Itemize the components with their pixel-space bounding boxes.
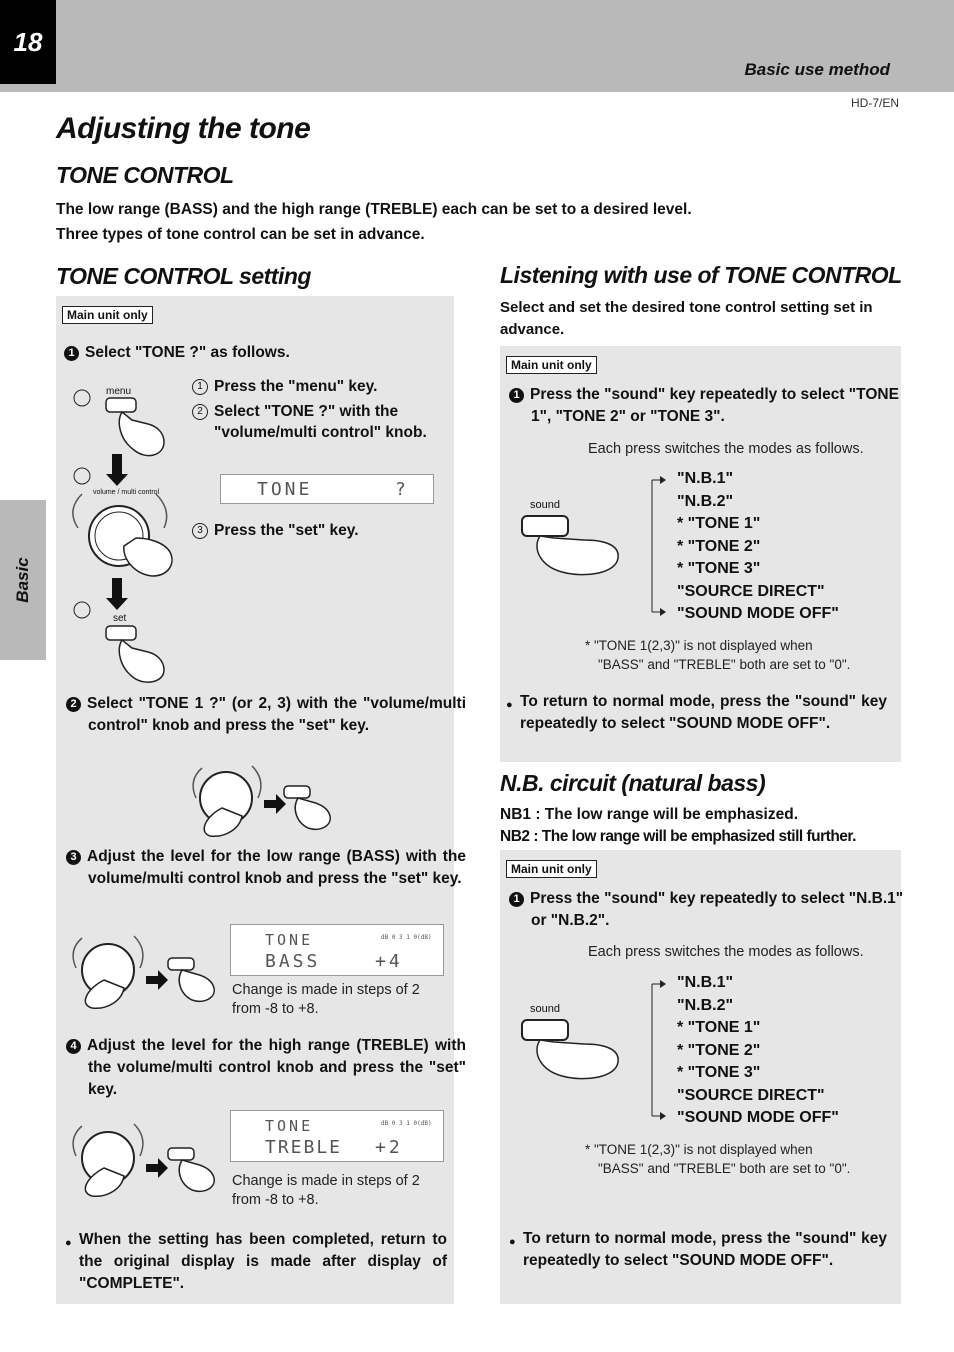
hand-icon — [537, 536, 618, 575]
setting-final-note: ● When the setting has been completed, return to the original display is made after display of "COMPLETE". — [79, 1229, 447, 1295]
set-key — [168, 958, 194, 970]
knob-set-diagram — [186, 758, 336, 840]
mode-item: * "TONE 3" — [677, 560, 761, 577]
sound-key — [522, 1020, 568, 1040]
sub-step-text: Press the "menu" key. — [214, 378, 378, 395]
circled-number: 1 — [192, 379, 208, 395]
sound-key-diagram — [518, 1014, 624, 1084]
listening-switch-note: Each press switches the modes as follows. — [588, 441, 864, 457]
mode-item: "SOURCE DIRECT" — [677, 582, 825, 600]
right-arrow-icon — [264, 794, 286, 814]
setting-step2 — [66, 693, 466, 737]
side-tab — [0, 500, 46, 660]
nb-step1 — [509, 888, 914, 932]
mode-item: "N.B.2" — [677, 996, 734, 1014]
intro-line-1: The low range (BASS) and the high range (TREBLE) each can be set to a desired level. — [56, 201, 692, 218]
sub-step-text: Press the "set" key. — [214, 522, 359, 539]
hand-icon-set — [179, 1160, 214, 1191]
sub-step-1 — [192, 376, 442, 398]
page-number: 18 — [0, 0, 56, 84]
listening-step1 — [509, 384, 914, 428]
setting-step3 — [66, 846, 466, 890]
mode-item: * "TONE 2" — [677, 1041, 761, 1059]
step-text: Press the "sound" key repeatedly to select "N.B.1" or "N.B.2". — [530, 890, 904, 929]
circled-2 — [74, 468, 90, 484]
cycle-bracket — [648, 978, 672, 1122]
lcd-meter: dB 0 3 1 0(dB) — [381, 1120, 432, 1127]
mode-item: "N.B.2" — [677, 492, 734, 510]
lcd-line1: TONE — [265, 931, 314, 949]
hand-icon-menu — [119, 412, 164, 456]
section-label: Basic use method — [744, 60, 890, 79]
step-text: Press the "sound" key repeatedly to select "TONE 1", "TONE 2" or "TONE 3". — [530, 386, 899, 425]
tone-control-heading: TONE CONTROL — [56, 162, 234, 188]
step-text: Adjust the level for the high range (TREBLE) with the volume/multi control knob and press the "set" key. — [87, 1037, 466, 1098]
mode-item: * "TONE 1" — [677, 515, 761, 532]
sound-key-label: sound — [530, 499, 560, 511]
nb2-line: NB2 : The low range will be emphasized still further. — [500, 828, 856, 845]
nb-switch-note: Each press switches the modes as follows. — [588, 944, 864, 960]
setting-step1 — [64, 342, 290, 364]
mode-item: "N.B.1" — [677, 470, 734, 487]
hand-icon — [537, 1040, 618, 1079]
sound-key-diagram — [518, 510, 624, 580]
nb1-line: NB1 : The low range will be emphasized. — [500, 806, 799, 823]
mode-item: * "TONE 2" — [677, 537, 761, 555]
nb-return-note: ● To return to normal mode, press the "sound" key repeatedly to select "SOUND MODE OFF". — [523, 1228, 887, 1272]
mode-item: "SOUND MODE OFF" — [677, 605, 839, 622]
menu-sequence-diagram — [64, 378, 194, 688]
hand-icon-knob — [124, 538, 172, 576]
nb-heading: N.B. circuit (natural bass) — [500, 770, 766, 796]
menu-key — [106, 398, 136, 412]
lcd-text-right: ? — [395, 479, 406, 500]
down-arrow-icon — [106, 454, 128, 486]
step-number: 4 — [66, 1039, 81, 1054]
intro-line-2: Three types of tone control can be set in advance. — [56, 226, 425, 243]
nb-footnote-2: "BASS" and "TREBLE" both are set to "0". — [598, 1161, 851, 1176]
hand-icon-set — [179, 970, 214, 1001]
listening-footnote-1: * "TONE 1(2,3)" is not displayed when — [585, 638, 813, 653]
menu-key-label: menu — [106, 386, 132, 397]
listening-mode-list — [677, 468, 839, 626]
listening-return-note: ● To return to normal mode, press the "sound" key repeatedly to select "SOUND MODE OFF". — [520, 691, 887, 735]
set-key-label: set — [113, 613, 127, 624]
circled-number: 3 — [192, 523, 208, 539]
setting-heading: TONE CONTROL setting — [56, 263, 311, 289]
mode-item: * "TONE 3" — [677, 1064, 761, 1081]
lcd-display-1 — [220, 474, 434, 504]
bass-knob-diagram — [66, 928, 222, 1010]
cycle-bracket — [648, 474, 672, 618]
lcd-line1: TONE — [265, 1117, 314, 1135]
hand-icon-set — [119, 640, 164, 682]
down-arrow-icon-2 — [106, 578, 128, 610]
sub-step-3 — [192, 520, 359, 542]
side-tab-label: Basic — [13, 557, 32, 603]
right-arrow-icon — [146, 1158, 168, 1178]
listening-heading: Listening with use of TONE CONTROL — [500, 262, 902, 288]
lcd-value: +4 — [375, 951, 403, 972]
listening-footnote-2: "BASS" and "TREBLE" both are set to "0". — [598, 657, 851, 672]
model-code: HD-7/EN — [850, 96, 899, 110]
sound-key-label: sound — [530, 1003, 560, 1015]
step-number: 1 — [509, 892, 524, 907]
knob-arc-left — [73, 494, 82, 528]
set-key — [284, 786, 310, 798]
mode-item: "N.B.1" — [677, 974, 734, 991]
step-number: 1 — [509, 388, 524, 403]
hand-icon-set — [295, 798, 330, 829]
nb-mode-list — [677, 972, 839, 1130]
lcd-line2: BASS — [265, 951, 321, 972]
treble-step-note: Change is made in steps of 2 from -8 to +8. — [232, 1173, 420, 1208]
listening-intro: Select and set the desired tone control setting set in advance. — [500, 299, 873, 338]
mode-item: * "TONE 1" — [677, 1019, 761, 1036]
step-text: Adjust the level for the low range (BASS) with the volume/multi control knob and press the "set" key. — [87, 848, 466, 887]
mode-item: "SOURCE DIRECT" — [677, 1086, 825, 1104]
page-title: Adjusting the tone — [56, 112, 311, 145]
step-number: 3 — [66, 850, 81, 865]
nb-badge: Main unit only — [506, 860, 597, 878]
step-text: Select "TONE ?" as follows. — [85, 344, 290, 361]
setting-step4 — [66, 1035, 466, 1101]
lcd-meter: dB 0 3 1 0(dB) — [381, 934, 432, 941]
right-arrow-icon — [146, 970, 168, 990]
mode-item: "SOUND MODE OFF" — [677, 1109, 839, 1126]
sub-step-2 — [192, 401, 460, 443]
step-text: Select "TONE 1 ?" (or 2, 3) with the "volume/multi control" knob and press the "set" key. — [87, 695, 466, 734]
setting-badge: Main unit only — [62, 306, 153, 324]
lcd-display-treble — [230, 1110, 444, 1162]
step-number: 2 — [66, 697, 81, 712]
listening-badge: Main unit only — [506, 356, 597, 374]
circled-3 — [74, 602, 90, 618]
sub-step-text: Select "TONE ?" with the "volume/multi control" knob. — [214, 403, 427, 441]
bass-step-note: Change is made in steps of 2 from -8 to +8. — [232, 982, 420, 1017]
set-key — [168, 1148, 194, 1160]
lcd-text: TONE — [257, 479, 313, 500]
volume-label: volume / multi control — [93, 489, 160, 496]
knob-arc-right — [156, 494, 167, 528]
sound-key — [522, 516, 568, 536]
circled-number: 2 — [192, 404, 208, 420]
step-number: 1 — [64, 346, 79, 361]
lcd-line2: TREBLE — [265, 1137, 343, 1158]
nb-footnote-1: * "TONE 1(2,3)" is not displayed when — [585, 1142, 813, 1157]
lcd-value: +2 — [375, 1137, 403, 1158]
circled-1 — [74, 390, 90, 406]
lcd-display-bass — [230, 924, 444, 976]
treble-knob-diagram — [66, 1116, 222, 1202]
set-key — [106, 626, 136, 640]
